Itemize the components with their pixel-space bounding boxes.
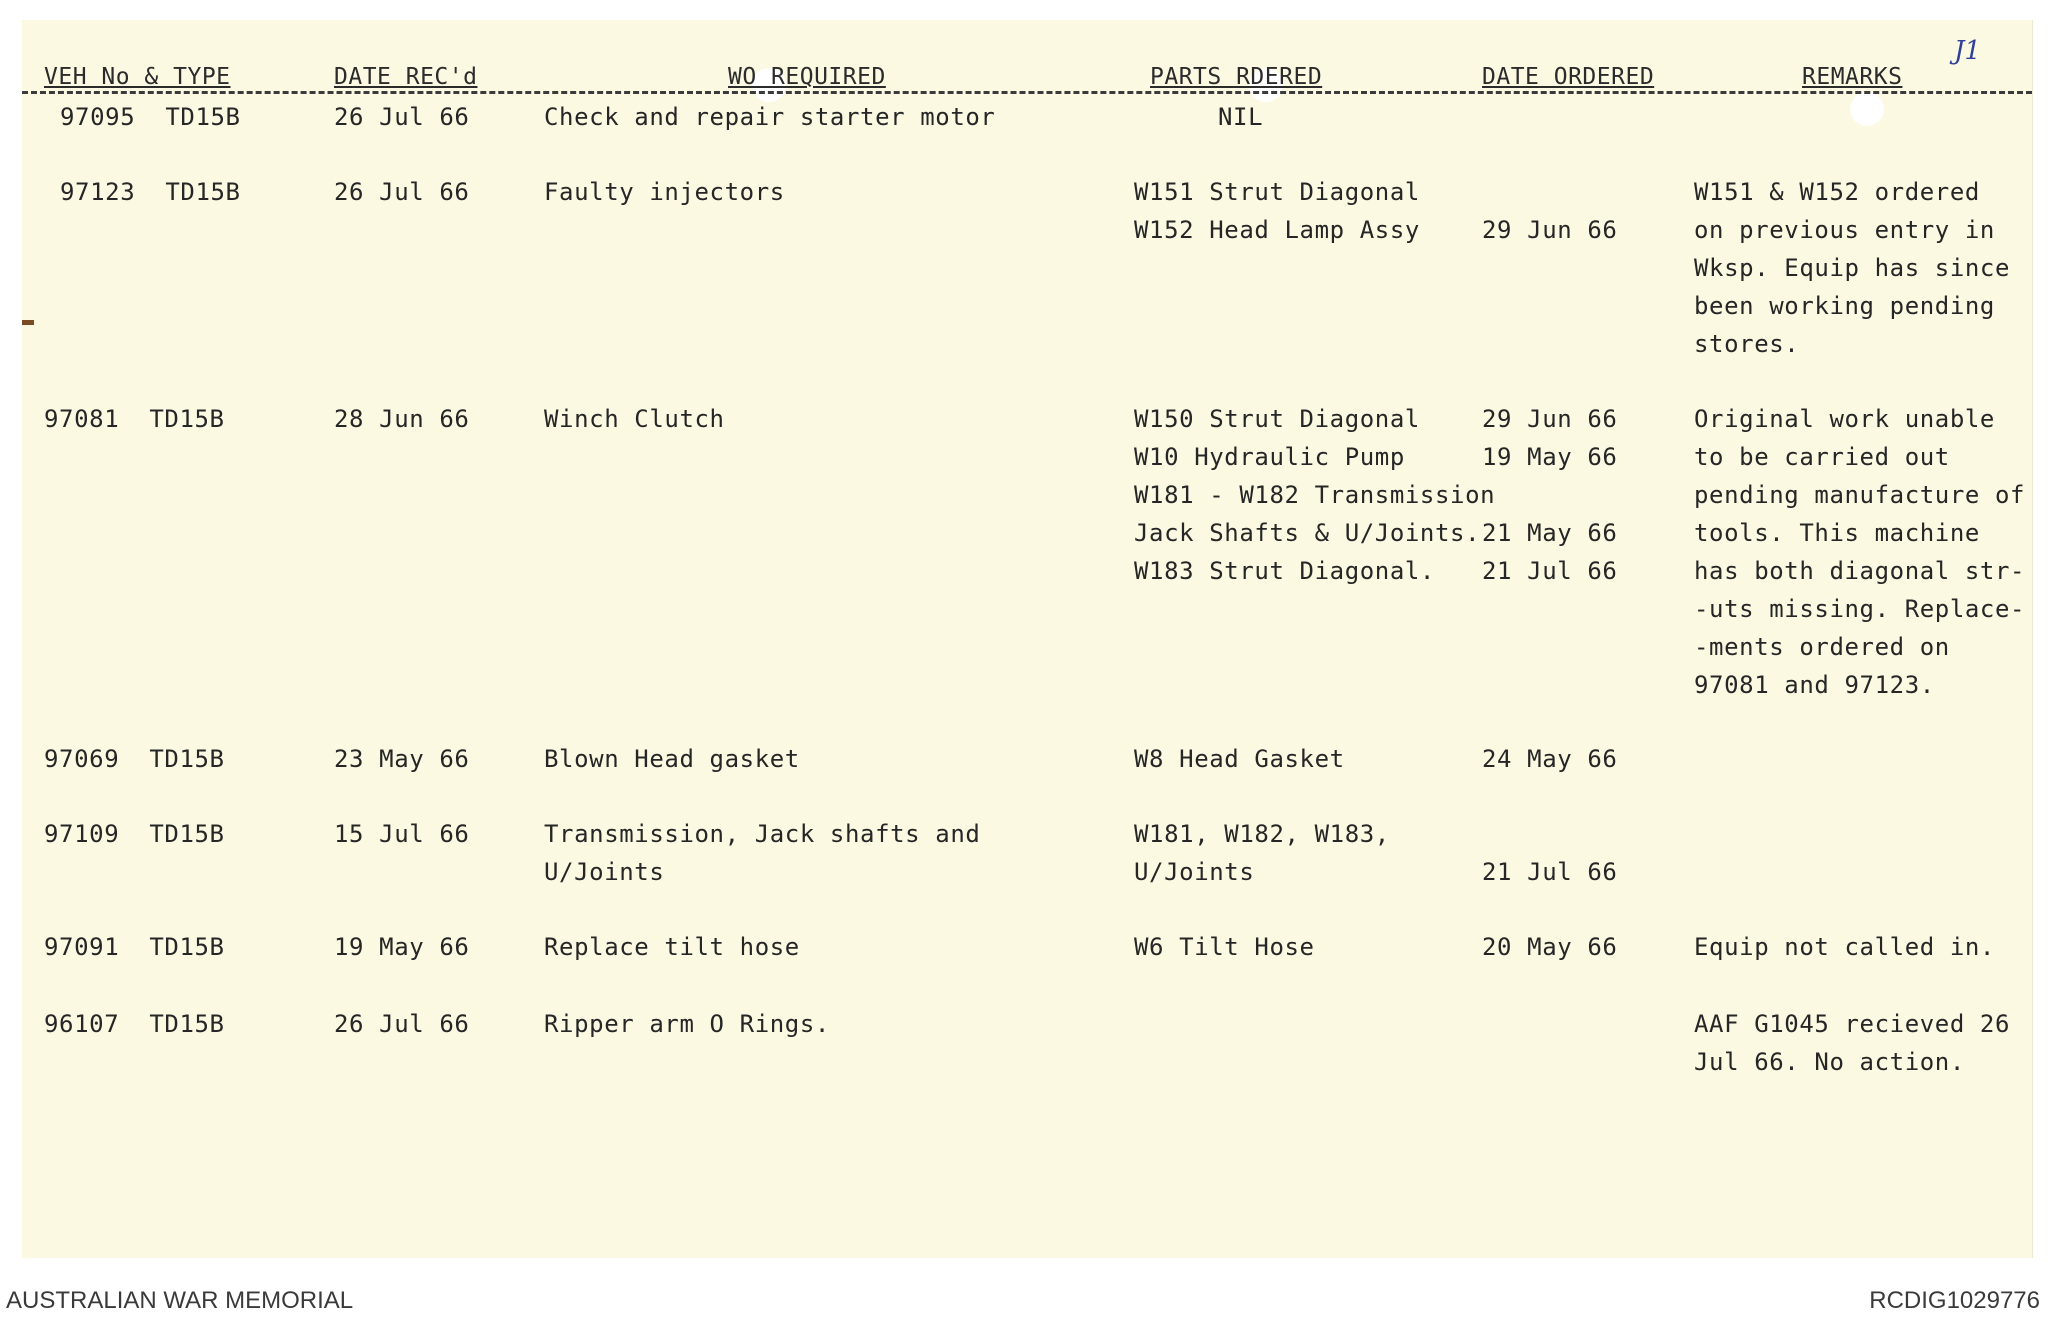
remarks-line: has both diagonal str- xyxy=(1694,557,2026,585)
work-required-line: Blown Head gasket xyxy=(544,745,800,773)
remarks-line: on previous entry in xyxy=(1694,216,1995,244)
handwritten-annotation: J1 xyxy=(1954,36,1981,66)
date-received: 15 Jul 66 xyxy=(334,820,470,848)
parts-ordered-line: W6 Tilt Hose xyxy=(1134,933,1315,961)
parts-ordered-line: W181, W182, W183, xyxy=(1134,820,1390,848)
remarks-line: Jul 66. No action. xyxy=(1694,1048,1965,1076)
date-received: 19 May 66 xyxy=(334,933,470,961)
vehicle-no-type: 97081 TD15B xyxy=(44,405,225,433)
work-required-line: Check and repair starter motor xyxy=(544,103,996,131)
header-parts-ordered: PARTS RDERED xyxy=(1150,64,1323,90)
date-ordered-line: 21 Jul 66 xyxy=(1482,557,1618,585)
header-work-required: WO REQUIRED xyxy=(728,64,886,90)
date-received: 23 May 66 xyxy=(334,745,470,773)
work-required-line: Winch Clutch xyxy=(544,405,725,433)
ink-mark xyxy=(22,320,34,325)
parts-ordered-line: W150 Strut Diagonal xyxy=(1134,405,1420,433)
date-ordered-line: 24 May 66 xyxy=(1482,745,1618,773)
remarks-line: -ments ordered on xyxy=(1694,633,1950,661)
footer-left: AUSTRALIAN WAR MEMORIAL xyxy=(6,1287,354,1314)
remarks-line: W151 & W152 ordered xyxy=(1694,178,1980,206)
date-received: 26 Jul 66 xyxy=(334,178,470,206)
work-required-line: Faulty injectors xyxy=(544,178,785,206)
vehicle-no-type: 97091 TD15B xyxy=(44,933,225,961)
remarks-line: to be carried out xyxy=(1694,443,1950,471)
work-required-line: U/Joints xyxy=(544,858,665,886)
date-ordered-line: 21 May 66 xyxy=(1482,519,1618,547)
parts-ordered-line: W151 Strut Diagonal xyxy=(1134,178,1420,206)
parts-ordered-line: NIL xyxy=(1218,103,1264,131)
date-ordered-line: 19 May 66 xyxy=(1482,443,1618,471)
work-required-line: Ripper arm O Rings. xyxy=(544,1010,830,1038)
date-received: 28 Jun 66 xyxy=(334,405,470,433)
remarks-line: AAF G1045 recieved 26 xyxy=(1694,1010,2011,1038)
typed-sheet xyxy=(22,20,2033,1258)
header-date-recd: DATE REC'd xyxy=(334,64,478,90)
date-ordered-line: 20 May 66 xyxy=(1482,933,1618,961)
date-ordered-line: 29 Jun 66 xyxy=(1482,405,1618,433)
date-ordered-line: 29 Jun 66 xyxy=(1482,216,1618,244)
header-rule xyxy=(22,91,2032,94)
parts-ordered-line: W152 Head Lamp Assy xyxy=(1134,216,1420,244)
date-received: 26 Jul 66 xyxy=(334,1010,470,1038)
work-required-line: Transmission, Jack shafts and xyxy=(544,820,981,848)
vehicle-no-type: 97109 TD15B xyxy=(44,820,225,848)
header-date-ordered: DATE ORDERED xyxy=(1482,64,1655,90)
footer-right: RCDIG1029776 xyxy=(1869,1287,2040,1314)
punch-hole xyxy=(1850,92,1884,126)
vehicle-no-type: 97069 TD15B xyxy=(44,745,225,773)
remarks-line: Wksp. Equip has since xyxy=(1694,254,2011,282)
vehicle-no-type: 97123 TD15B xyxy=(60,178,241,206)
remarks-line: been working pending xyxy=(1694,292,1995,320)
vehicle-no-type: 96107 TD15B xyxy=(44,1010,225,1038)
remarks-line: Original work unable xyxy=(1694,405,1995,433)
remarks-line: stores. xyxy=(1694,330,1800,358)
remarks-line: -uts missing. Replace- xyxy=(1694,595,2026,623)
parts-ordered-line: W183 Strut Diagonal. xyxy=(1134,557,1435,585)
parts-ordered-line: W181 - W182 Transmission xyxy=(1134,481,1496,509)
remarks-line: pending manufacture of xyxy=(1694,481,2026,509)
date-received: 26 Jul 66 xyxy=(334,103,470,131)
header-veh: VEH No & TYPE xyxy=(44,64,231,90)
parts-ordered-line: W10 Hydraulic Pump xyxy=(1134,443,1405,471)
remarks-line: 97081 and 97123. xyxy=(1694,671,1935,699)
work-required-line: Replace tilt hose xyxy=(544,933,800,961)
remarks-line: tools. This machine xyxy=(1694,519,1980,547)
parts-ordered-line: W8 Head Gasket xyxy=(1134,745,1345,773)
parts-ordered-line: Jack Shafts & U/Joints. xyxy=(1134,519,1481,547)
parts-ordered-line: U/Joints xyxy=(1134,858,1255,886)
vehicle-no-type: 97095 TD15B xyxy=(60,103,241,131)
remarks-line: Equip not called in. xyxy=(1694,933,1995,961)
date-ordered-line: 21 Jul 66 xyxy=(1482,858,1618,886)
header-remarks: REMARKS xyxy=(1802,64,1903,90)
